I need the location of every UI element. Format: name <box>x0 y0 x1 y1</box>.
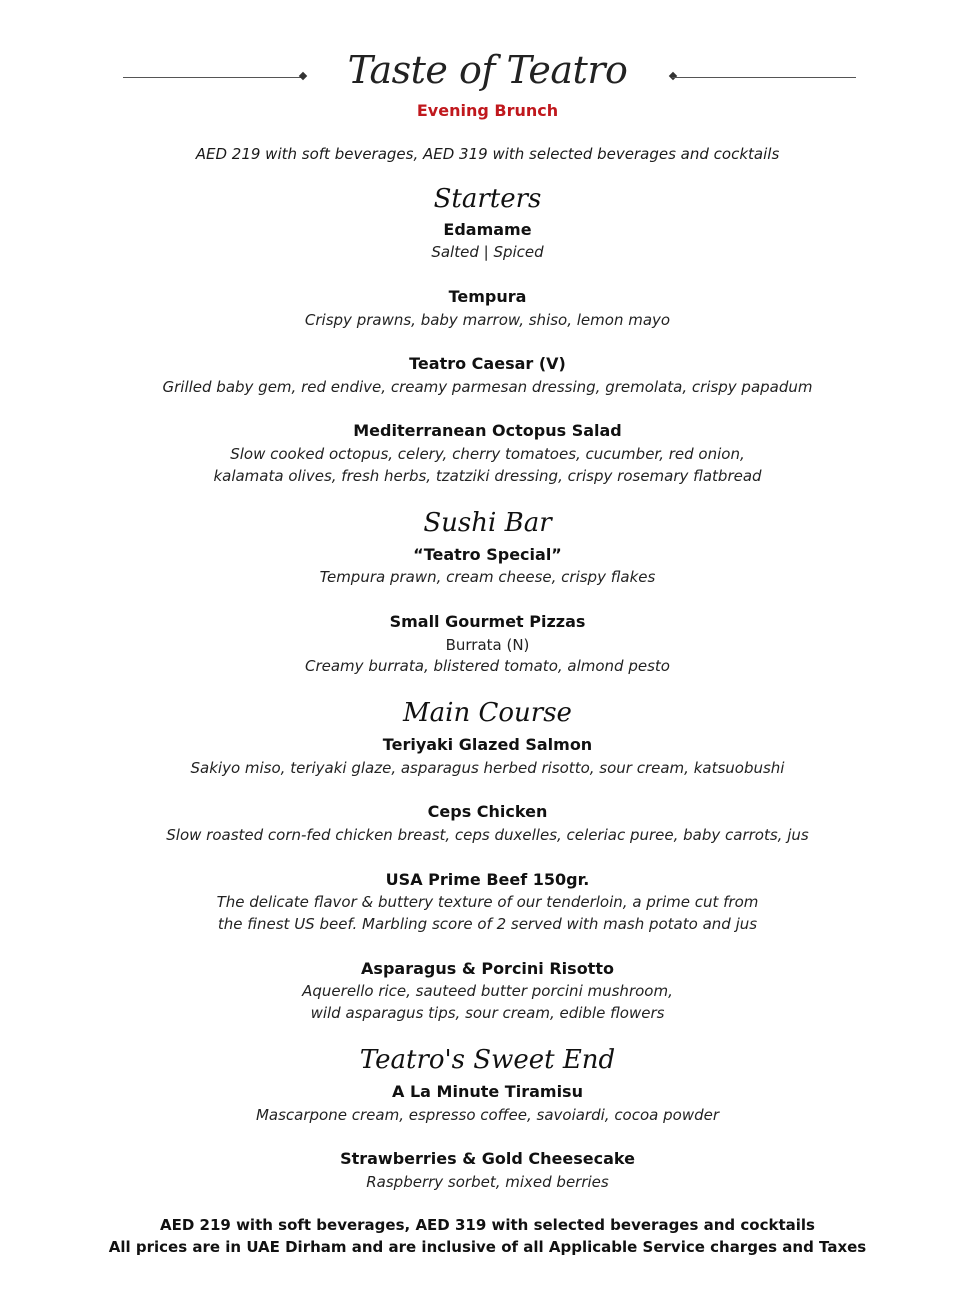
dish-description: Grilled baby gem, red endive, creamy parmesan dressing, gremolata, crispy papadum <box>162 378 813 396</box>
dish-name: Teatro Caesar (V) <box>409 354 566 373</box>
dish-name: Asparagus & Porcini Risotto <box>361 959 614 978</box>
right-divider <box>672 77 856 78</box>
dish-description: Creamy burrata, blistered tomato, almond pesto <box>305 657 670 675</box>
dish-name: Tempura <box>448 287 527 306</box>
dish-name: Teriyaki Glazed Salmon <box>382 735 593 754</box>
dish-description: Aquerello rice, sauteed butter porcini mushroom, <box>302 982 673 1000</box>
section-title-sweet-end: Teatro's Sweet End <box>359 1045 616 1075</box>
section-title-main-course: Main Course <box>403 698 572 728</box>
dish-description: Tempura prawn, cream cheese, crispy flakes <box>319 568 656 586</box>
dish-name: Strawberries & Gold Cheesecake <box>340 1149 635 1168</box>
dish-name: “Teatro Special” <box>413 545 562 564</box>
dish-name: Ceps Chicken <box>427 802 548 821</box>
section-title-starters: Starters <box>433 184 542 214</box>
menu-subtitle: Evening Brunch <box>416 101 559 120</box>
dish-description: Mascarpone cream, espresso coffee, savoiardi, cocoa powder <box>255 1106 720 1124</box>
dish-name: Edamame <box>443 220 532 239</box>
dish-description: Slow cooked octopus, celery, cherry tomatoes, cucumber, red onion, <box>230 445 745 463</box>
dish-description: The delicate flavor & buttery texture of our tenderloin, a prime cut from <box>216 893 759 911</box>
dish-description: the finest US beef. Marbling score of 2 served with mash potato and jus <box>217 915 758 933</box>
dish-variant: Burrata (N) <box>445 636 530 654</box>
dish-name: USA Prime Beef 150gr. <box>385 870 590 889</box>
dish-description: Salted | Spiced <box>431 243 544 261</box>
footer-tax-note: All prices are in UAE Dirham and are inclusive of all Applicable Service charges and Taxes <box>108 1238 867 1256</box>
price-line: AED 219 with soft beverages, AED 319 with selected beverages and cocktails <box>195 145 780 163</box>
dish-description: Raspberry sorbet, mixed berries <box>366 1173 609 1191</box>
dish-description: wild asparagus tips, sour cream, edible flowers <box>310 1004 665 1022</box>
dish-name: Small Gourmet Pizzas <box>389 612 586 631</box>
dish-description: Slow roasted corn-fed chicken breast, ceps duxelles, celeriac puree, baby carrots, jus <box>166 826 809 844</box>
dish-name: Mediterranean Octopus Salad <box>353 421 622 440</box>
dish-description: Crispy prawns, baby marrow, shiso, lemon mayo <box>304 311 671 329</box>
menu-header <box>0 44 975 124</box>
dish-name: A La Minute Tiramisu <box>392 1082 583 1101</box>
menu-title: Taste of Teatro <box>347 48 628 92</box>
dish-description: Sakiyo miso, teriyaki glaze, asparagus herbed risotto, sour cream, katsuobushi <box>190 759 785 777</box>
section-title-sushi-bar: Sushi Bar <box>423 508 552 538</box>
footer-price-line: AED 219 with soft beverages, AED 319 with selected beverages and cocktails <box>160 1216 815 1234</box>
dish-description: kalamata olives, fresh herbs, tzatziki dressing, crispy rosemary flatbread <box>213 467 762 485</box>
